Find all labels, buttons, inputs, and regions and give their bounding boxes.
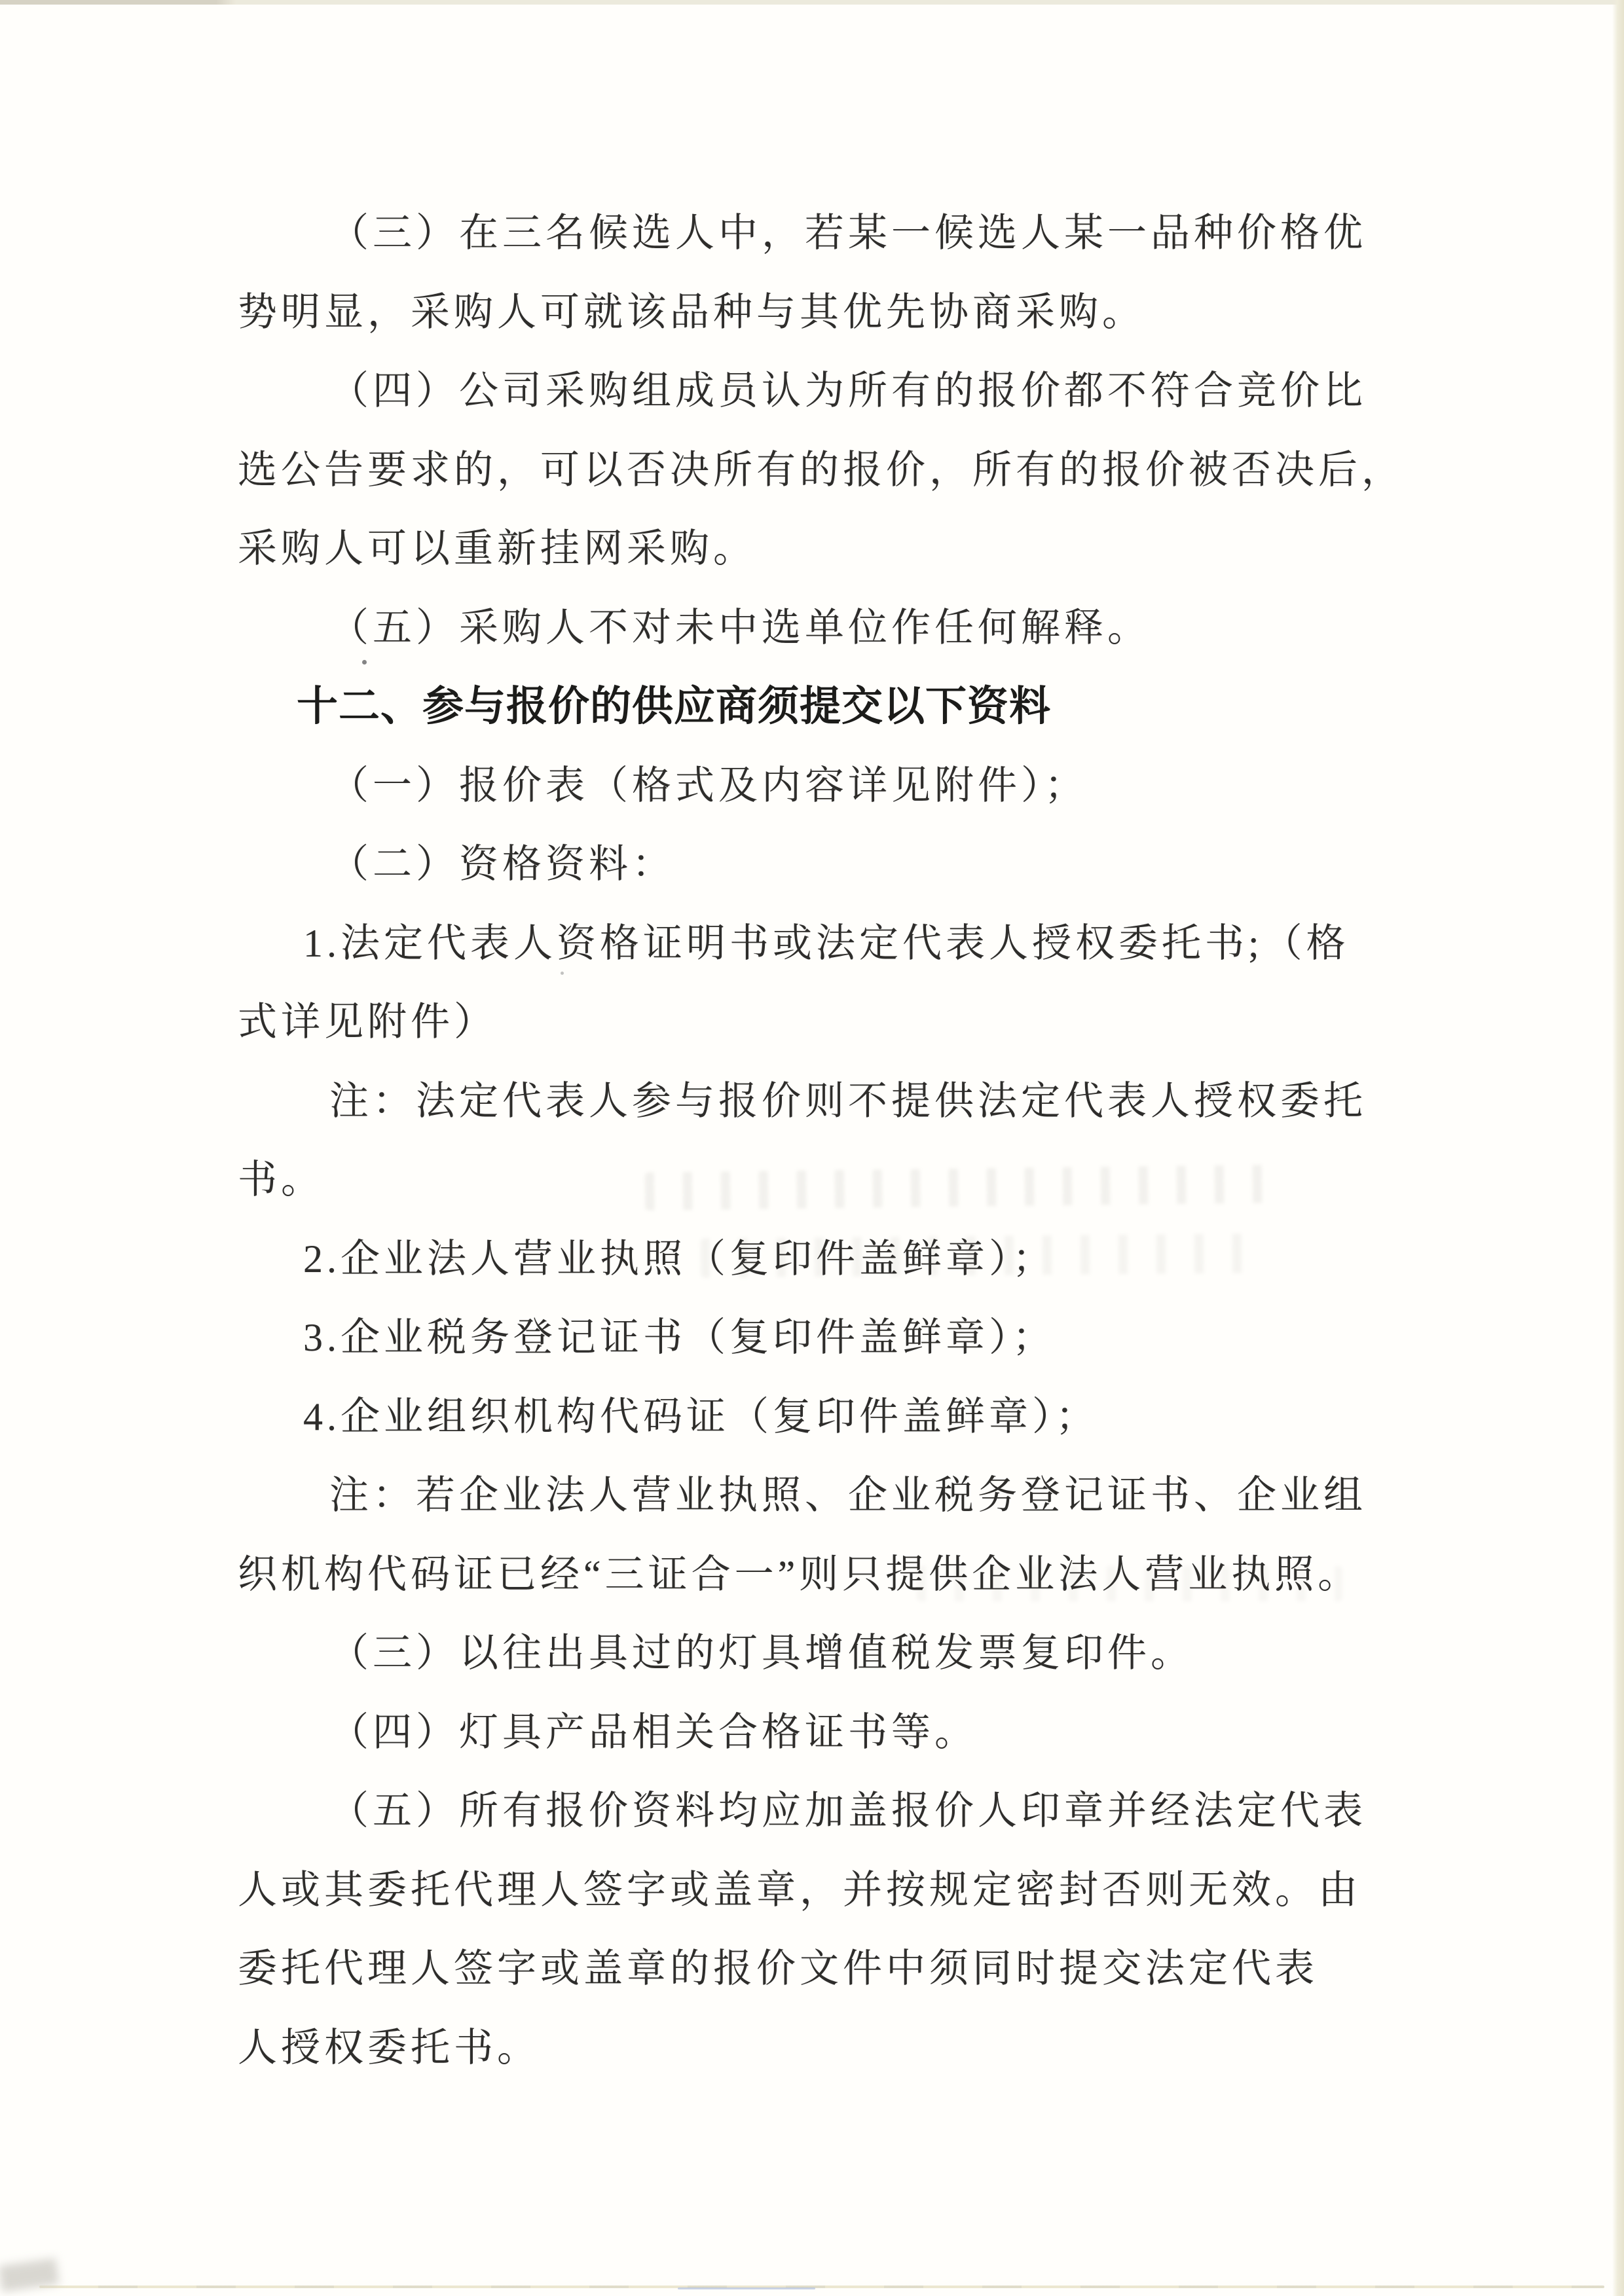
text-line: 人或其委托代理人签字或盖章，并按规定密封否则无效。由 [238, 1868, 1361, 1912]
scan-edge-right [1612, 0, 1624, 2296]
text-line: 注：法定代表人参与报价则不提供法定代表人授权委托 [329, 1079, 1367, 1123]
text-line: 注：若企业法人营业执照、企业税务登记证书、企业组 [329, 1474, 1367, 1517]
scan-corner-smudge [0, 2258, 59, 2292]
text-line: 选公告要求的，可以否决所有的报价，所有的报价被否决后， [238, 448, 1405, 492]
scan-edge-bottom-tint [678, 2287, 815, 2289]
text-line: 书。 [238, 1158, 324, 1201]
text-line: （一）报价表（格式及内容详见附件）； [329, 763, 1088, 807]
text-line: （五）所有报价资料均应加盖报价人印章并经法定代表 [329, 1789, 1367, 1832]
text-line: 4.企业组织机构代码证（复印件盖鲜章）； [303, 1394, 1099, 1438]
scan-edge-top [0, 0, 1624, 5]
text-line: （四）灯具产品相关合格证书等。 [329, 1710, 978, 1754]
text-line: 人授权委托书。 [238, 2026, 540, 2069]
section-heading: 十二、参与报价的供应商须提交以下资料 [297, 683, 1051, 729]
document-body [238, 194, 1405, 2087]
text-line: （二）资格资料： [329, 843, 675, 886]
scan-edge-bottom [39, 2286, 1604, 2288]
text-line: 采购人可以重新挂网采购。 [238, 527, 756, 570]
text-line: 2.企业法人营业执照（复印件盖鲜章）； [303, 1237, 1056, 1281]
text-line: （三）在三名候选人中，若某一候选人某一品种价格优 [329, 211, 1367, 255]
text-line: （三）以往出具过的灯具增值税发票复印件。 [329, 1631, 1194, 1675]
text-line: 委托代理人签字或盖章的报价文件中须同时提交法定代表 [238, 1947, 1318, 1990]
text-line: 式详见附件） [238, 1000, 497, 1044]
text-line: （五）采购人不对未中选单位作任何解释。 [329, 606, 1151, 649]
text-line: 1.法定代表人资格证明书或法定代表人授权委托书;（格 [303, 921, 1350, 965]
text-line: 势明显，采购人可就该品种与其优先协商采购。 [238, 290, 1145, 334]
text-line: （四）公司采购组成员认为所有的报价都不符合竞价比 [329, 369, 1367, 412]
text-line: 3.企业税务登记证书（复印件盖鲜章）； [303, 1316, 1056, 1359]
text-line: 织机构代码证已经“三证合一”则只提供企业法人营业执照。 [238, 1552, 1361, 1596]
